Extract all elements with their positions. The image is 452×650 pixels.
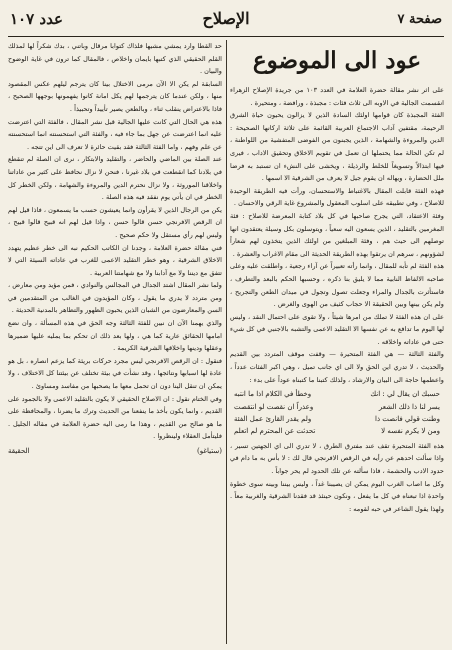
article-paragraph: هذه هي الحال التي كانت عليها الجالية قبل نشر المقال ، فالفئة التي اعترضت عليه انما اعترضت عن جهل بما جاء فيه ، والفئة التي استحسنته انما استحسنته عن علم وفهم ، واما الفئة الثالثة فقد بقيت حائرة لا تعرف الى اين تتجه . [8, 117, 222, 151]
verse-first-hemistich: وطنت قولي فانصت ذا [375, 415, 440, 424]
article-paragraph: وفي الختام نقول : ان الاصلاح الحقيقي لا يكون بالتقليد الاعمى ولا بالجمود على القديم ، وانما يكون بأخذ ما ينفعنا من الحديث وترك ما يضرنا ، والمحافظة على ما هو صالح من القديم ، وهذا ما رمى اليه حضرة العلامة في مقاله الجليل . فليتأمل العقلاء ولينظروا . [8, 394, 222, 441]
article-column-left [8, 40, 222, 644]
article-paragraph: على ان هذه الفئة لا تملك من امرها شيئاً ، ولا تقوى على احتمال النقد ، وليس لها اليوم ما تدافع به عن نفسها الا التقليد الاعمى والتشبه بالاجنبي في كل شيء حتى في عاداته واخلاقه . [230, 312, 444, 346]
verse-first-hemistich: حسبك ان يقال لي : انك [370, 390, 440, 399]
article-paragraph: هذه الفئة لم تأبه للمقال ، وانما رأته تعبيراً عن آراء رجعية ، واطلقت عليه وعلى صاحبه الالفاظ النابية مما لا يليق بنا ذكره ، وحسبها الحكم بالبعد والتطرف ، فاستأثرت بالجدال والمراء وجعلت تصول وتجول في ميدان الطعن والتجريح ، ولم يكن بينها وبين الحقيقة الا حجاب كثيف من الهوى والغرض . [230, 262, 444, 309]
article-signoff [8, 445, 222, 458]
article-paragraph: وكل ما اصاب الغرب اليوم يمكن ان يصيبنا غداً ، وليس بيننا وبينه سوى خطوة واحدة اذا تبعناه في كل ما يفعل ، ونكون حينئذ قد فقدنا الشرقية والغربية معاً . ولهذا يقول الشاعر في حبه لقومه : [230, 479, 444, 513]
verse-line [230, 388, 444, 400]
article-paragraph: فهذه الفئة قابلت المقال بالاغتباط والاستحسان، ورأت فيه الطريقة الوحيدة للاصلاح ، وفي تطبيقه على اسلوب المعقول والمشروع غاية الرقي والاحسان . [230, 186, 444, 208]
article-headline: عود الى الموضوع [252, 47, 422, 74]
verse-second-hemistich: وخطأ في الكلام اذا ما انتبه [234, 390, 312, 399]
issue-number: عدد ١٠٧ [10, 10, 63, 28]
article-paragraph: عند الصلة بين الماضي والحاضر ، والتقليد والابتكار ، نرى ان الصلة لم تنقطع في بلادنا كما انقطعت في بلاد غيرنا ، فنحن لا نزال نحافظ على كثير من عاداتنا واخلاقنا الموروثة ، ولا نزال نحترم الدين والمروءة والشهامة ، ولكن الخطر كل الخطر في ان يأتي يوم نفقد فيه هذه الصلة . [8, 155, 222, 202]
verse-first-hemistich: ومن لا يكرم نفسه لا [381, 427, 440, 436]
column-divider [226, 40, 227, 644]
article-paragraph: السابقة لم يكن الا الآن مرمى الاختلال بينا كان يترجم ليلهم عكس المقصود منها ، ولكن عندما كان يترجمها لهم يكل امانة كانوا يفهمونها بوجهها الصحيح ، فاذا بالاعتراض ينقلب ثناء ، وبالطعن يصير تأييداً وتحبيذاً . [8, 79, 222, 113]
verse-line [230, 425, 444, 437]
verse-second-hemistich: ولم يقدر القارئ عمل الفئة [234, 415, 312, 424]
verse-line [230, 413, 444, 425]
article-paragraph: والذي يهمنا الآن ان نبين للفئة الثالثة وجه الحق في هذه المسألة ، وان نضع امامها الحقائق عارية كما هي ، ولها بعد ذلك ان تحكم بما يمليه عليها ضميرها وعقلها ودينها واخلاقها الشرقية الكريمة . [8, 319, 222, 353]
page-number: صفحة ٧ [397, 12, 442, 27]
article-paragraph: والفئة الثالثة — هي الفئة المتحيرة — وقفت موقف المتردد بين القديم والحديث ، لا تدري اين الحق ولا الى اي جانب تميل ، وهي اكبر الفئات عدداً ، واعظمها حاجة الى البيان والارشاد ، ولذلك كتبنا ما كتبناه عوداً على بدء : [230, 350, 444, 384]
verse-first-hemistich: يسر لنا ذا ذلك الشعر [378, 402, 440, 411]
verse-line [230, 401, 444, 413]
verse-second-hemistich: وعذراً ان نقصت لو انتقصت [234, 402, 314, 411]
article-column-right [230, 40, 444, 644]
article-paragraph: على اثر نشر مقالة حضرة العلامة في العدد ١٠٣ من جريدة الإصلاح الزهراء انقسمت الجالية في الاوبه الى ثلاث فئات : مجبذة ، ورافضة ، ومتحيرة . [230, 86, 444, 107]
article-paragraph: حد القطا وارد يمشي مشيها فلذاك كتوابا مرقال وباتني ، بدك شكراً لها لمذلك القلم الحقيقي الذي كتبها بايمان واخلاص ، فالمقال كما ترون في غاية الوضوح والبيان . [8, 42, 222, 76]
masthead [8, 6, 444, 37]
verse-second-hemistich: تحدثت عن المحترم لم اتعلم [234, 427, 316, 436]
article-paragraph: هذه الفئة المتحيرة تقف عند مفترق الطرق ، لا تدري الى اي الجهتين تسير ، واذا سألت احدهم عن رأيه في الرقص الافرنجي قال لك : لا بأس به ما دام في حدود الادب والحشمة ، فاذا سألته عن تلك الحدود لم يحر جواباً . [230, 441, 444, 476]
newspaper-title: الإصلاح [202, 9, 250, 28]
author-signature: (ستياغو) [197, 447, 222, 455]
article-paragraph: ولما نشر المقال اشتد الجدال في المجالس والنوادي ، فمن مؤيد ومن معارض ، ومن متردد لا يدري ما يقول ، وكان المؤيدون في الغالب من المتقدمين في السن والمعارضون من الشبان الذين يحبون الظهور والتظاهر بالمدنية الحديثة . [8, 281, 222, 315]
article-paragraph: يكن من الرجال الذين لا يقرأون وانما يعيشون حسب ما يسمعون ، فاذا قيل لهم ان الرقص الافرنجي حسن قالوا حسن ، واذا قيل لهم انه قبيح قالوا قبيح ، وليس لهم رأي مستقل ولا حكم صحيح . [8, 205, 222, 239]
poem-verses [230, 388, 444, 438]
article-paragraph: فنقول : ان الرقص الافرنجي ليس مجرد حركات بريئة كما يزعم انصاره ، بل هو عادة لها اسبابها ونتائجها ، وقد نشأت في بيئة تختلف عن بيئتنا كل الاختلاف ، ولا يمكن ان تنقل الينا دون ان تحمل معها ما يصحبها من مفاسد ومساوئ . [8, 356, 222, 391]
article-paragraph: الفئة المجبذة كان قوامها اولئك السادة الذين لا يزالون يحيون حياة الشرق الرحيمة، مقتفين آداب الاجتماع العربية القائمة على ثلاثة اركانها الصحيحة : الدين والمروءة والشهامة ، الذين يجبنون من الفوضى المتفشية من اللواطنة ، لم تكن الحالة مما يحتملها ان تعمل في تقويم الاخلاق وتحقيق الاداب ، فيرى فيها ابتذالاً وتسويغاً للخلط والرذيلة ، ويخشى على النشء ان تستبد به فرضا ملل الحضارة ، ويهاله ان يقوم جيل لا يعرف من الشرقية الا اسمها . [230, 111, 444, 183]
source-publication: الحقيقة [8, 447, 30, 455]
article-paragraph: فني مقالة حضرة العلامة ، وجدنا ان الكاتب الحكيم نبه الى خطر عظيم يتهدد الاخلاق الشرقية ، وهو خطر التقليد الاعمى للغرب في عاداته السيئة التي لا تتفق مع ديننا ولا مع آدابنا ولا مع شهامتنا العربية . [8, 243, 222, 277]
article-paragraph: وفئة الاعتقاد، التي يجرح صاحبها في كل بلاد كتابة المعرضة للاصلاح : فئة المغرمين بالتقليد ، الذين يسعون اليه سعياً ، ويتوسلون بكل وسيلة يعتقدون انها توصلهم الى حيث هم ، وفئة المبلغين من اولئك الذين يتخذون لهم شعاراً لشؤونهم ، سرهم ان يرتقوا بهذه الطريقة الحديثة الى مقام الاغراب والعشرة . [230, 211, 444, 258]
